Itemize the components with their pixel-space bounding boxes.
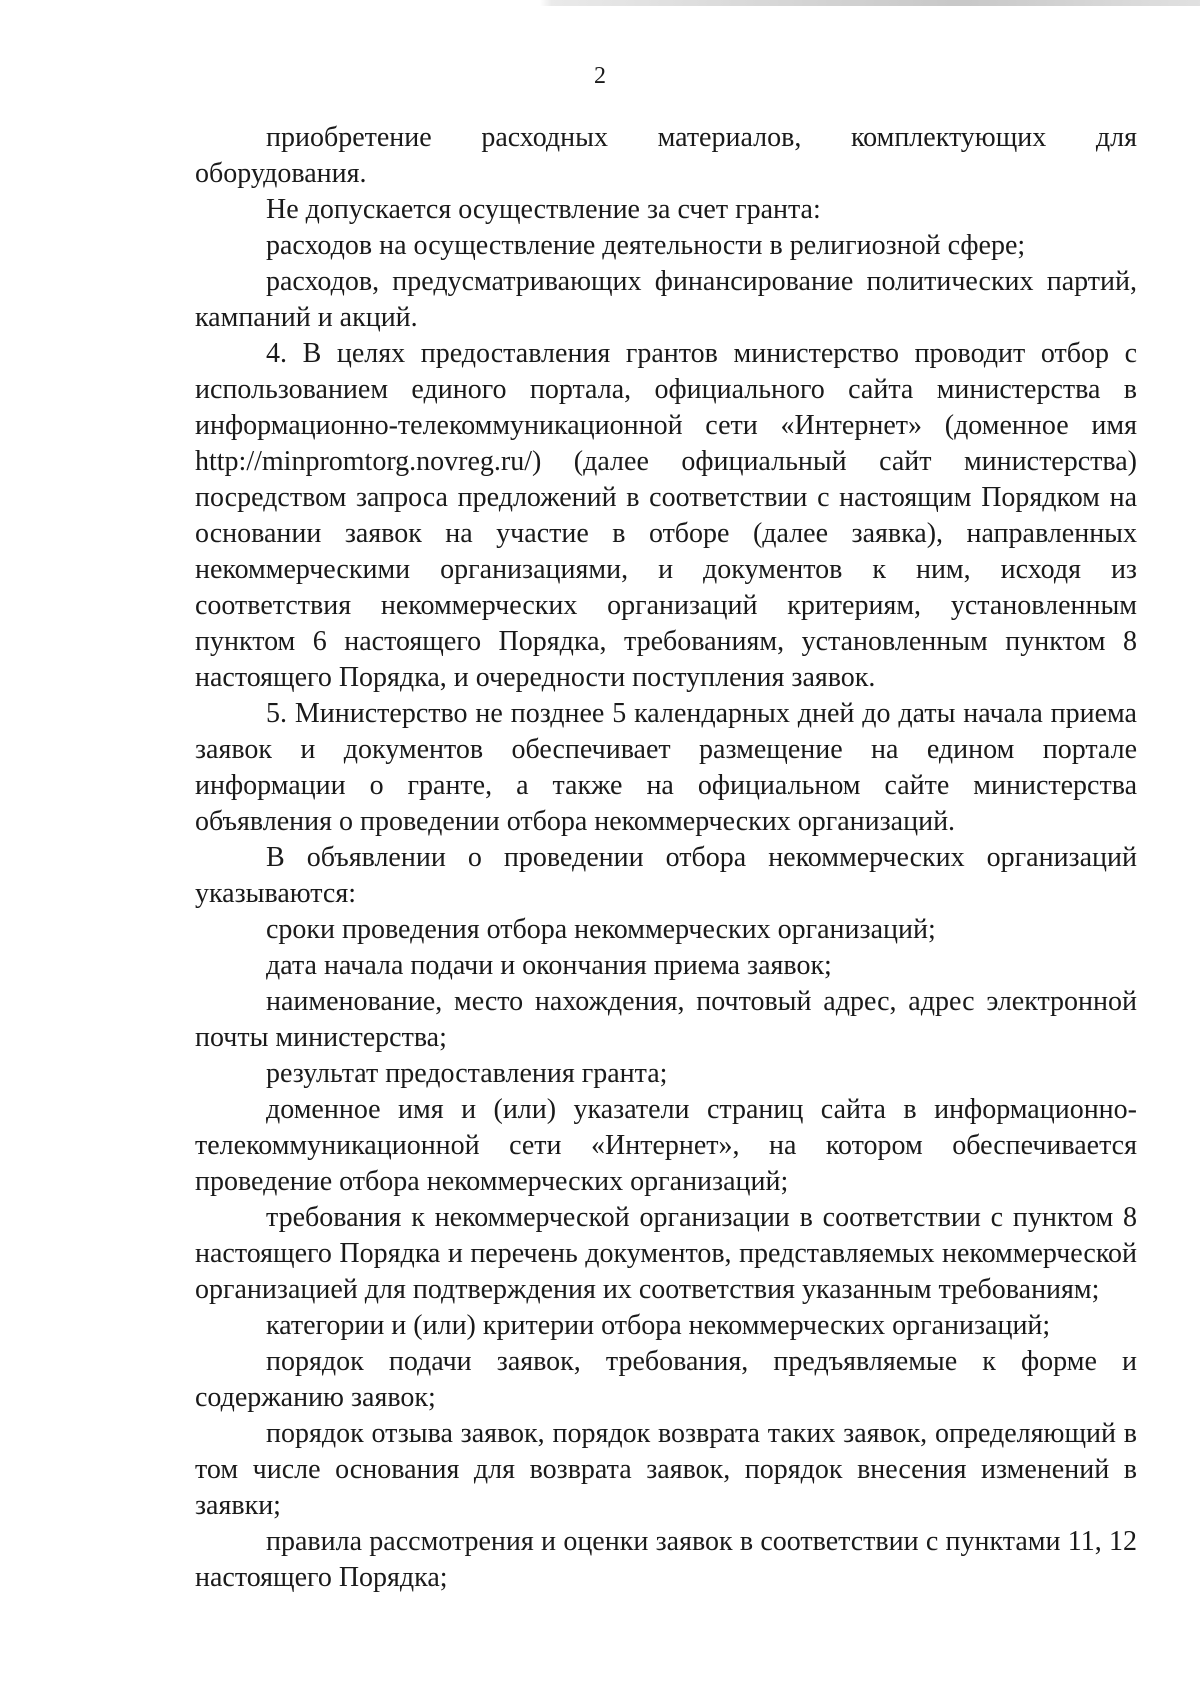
paragraph-4: расходов, предусматривающих финансирование политических партий, кампаний и акций. <box>195 266 1137 333</box>
paragraph-15: порядок подачи заявок, требования, предъявляемые к форме и содержанию заявок; <box>195 1346 1137 1413</box>
paragraph-11: результат предоставления гранта; <box>266 1058 668 1089</box>
paragraph-13: требования к некоммерческой организации в соответствии с пунктом 8 настоящего Порядка и перечень документов, представляемых некоммерческой организацией для подтверждения их соответствия указанным требованиям; <box>195 1202 1137 1305</box>
paragraph-2: Не допускается осуществление за счет гранта: <box>266 194 821 225</box>
paragraph-8: сроки проведения отбора некоммерческих организаций; <box>266 914 936 945</box>
paragraph-14: категории и (или) критерии отбора некоммерческих организаций; <box>266 1310 1051 1341</box>
paragraph-12: доменное имя и (или) указатели страниц сайта в информационно-телекоммуникационной сети «Интернет», на котором обеспечивается проведение отбора некоммерческих организаций; <box>195 1094 1137 1197</box>
scan-edge <box>0 0 1200 6</box>
paragraph-5: 4. В целях предоставления грантов министерство проводит отбор с использованием единого портала, официального сайта министерства в информационно-телекоммуникационной сети «Интернет» (доменное имя http://minpromtorg.novreg.ru/) (далее официальный сайт министерства) посредством запроса предложений в соответствии с настоящим Порядком на основании заявок на участие в отборе (далее заявка), направленных некоммерческими организациями, и документов к ним, исходя из соответствия некоммерческих организаций критериям, установленным пунктом 6 настоящего Порядка, требованиям, установленным пунктом 8 настоящего Порядка, и очередности поступления заявок. <box>195 338 1137 693</box>
paragraph-10: наименование, место нахождения, почтовый адрес, адрес электронной почты министерства; <box>195 986 1137 1053</box>
page-number: 2 <box>594 63 606 89</box>
paragraph-17: правила рассмотрения и оценки заявок в соответствии с пунктами 11, 12 настоящего Порядка; <box>195 1526 1137 1593</box>
paragraph-16: порядок отзыва заявок, порядок возврата таких заявок, определяющий в том числе основания для возврата заявок, порядок внесения изменений в заявки; <box>195 1418 1137 1521</box>
paragraph-9: дата начала подачи и окончания приема заявок; <box>266 950 832 981</box>
paragraph-1: приобретение расходных материалов, комплектующих для оборудования. <box>195 122 1137 189</box>
paragraph-3: расходов на осуществление деятельности в религиозной сфере; <box>266 230 1026 261</box>
document-body <box>195 120 1137 1596</box>
paragraph-6: 5. Министерство не позднее 5 календарных дней до даты начала приема заявок и документов обеспечивает размещение на едином портале информации о гранте, а также на официальном сайте министерства объявления о проведении отбора некоммерческих организаций. <box>195 698 1137 837</box>
paragraph-7: В объявлении о проведении отбора некоммерческих организаций указываются: <box>195 842 1137 909</box>
